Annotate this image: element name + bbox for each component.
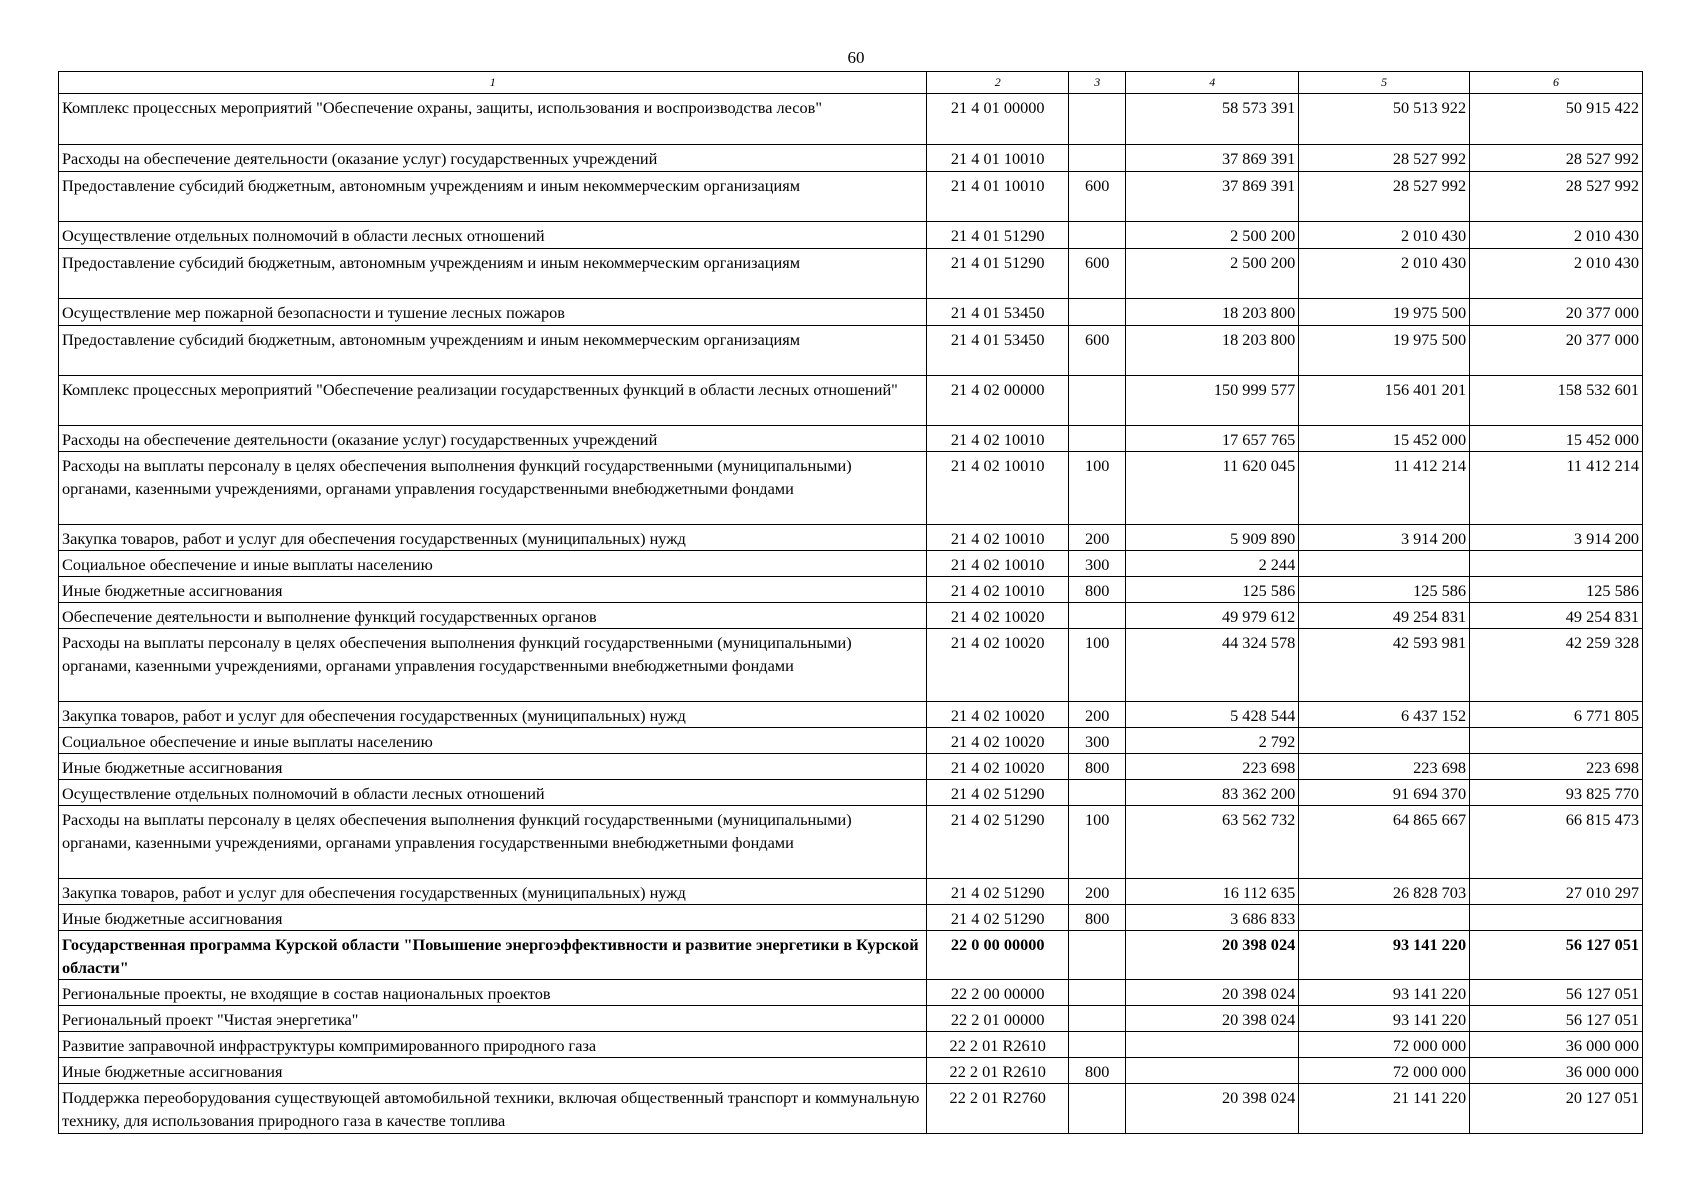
amount-col-4-cell: 37 869 391 — [1126, 172, 1299, 222]
table-row — [59, 525, 1643, 551]
amount-col-5-cell: 2 010 430 — [1299, 249, 1470, 299]
amount-col-4-cell: 5 428 544 — [1126, 702, 1299, 728]
target-code-cell: 21 4 02 10010 — [927, 426, 1069, 452]
amount-col-5-cell: 21 141 220 — [1299, 1084, 1470, 1134]
expense-name-cell: Закупка товаров, работ и услуг для обеспечения государственных (муниципальных) нужд — [59, 702, 927, 728]
amount-col-6-cell: 2 010 430 — [1470, 222, 1643, 249]
amount-col-5-cell — [1299, 551, 1470, 577]
target-code-cell: 21 4 01 00000 — [927, 94, 1069, 145]
table-row — [59, 980, 1643, 1006]
target-code-cell: 21 4 02 10020 — [927, 702, 1069, 728]
expense-name-cell: Предоставление субсидий бюджетным, автономным учреждениям и иным некоммерческим организациям — [59, 172, 927, 222]
header-col-4: 4 — [1126, 72, 1299, 94]
amount-col-4-cell: 18 203 800 — [1126, 299, 1299, 326]
page-number: 60 — [847, 48, 865, 67]
amount-col-5-cell: 64 865 667 — [1299, 806, 1470, 879]
amount-col-6-cell: 28 527 992 — [1470, 145, 1643, 172]
expense-name-cell: Расходы на обеспечение деятельности (оказание услуг) государственных учреждений — [59, 426, 927, 452]
amount-col-5-cell: 3 914 200 — [1299, 525, 1470, 551]
target-code-cell: 21 4 02 10020 — [927, 728, 1069, 754]
table-row — [59, 299, 1643, 326]
target-code-cell: 22 2 01 R2610 — [927, 1032, 1069, 1058]
amount-col-4-cell: 20 398 024 — [1126, 980, 1299, 1006]
amount-col-6-cell: 20 127 051 — [1470, 1084, 1643, 1134]
target-code-cell: 21 4 02 10020 — [927, 754, 1069, 780]
amount-col-6-cell: 11 412 214 — [1470, 452, 1643, 525]
amount-col-5-cell: 91 694 370 — [1299, 780, 1470, 806]
table-row — [59, 145, 1643, 172]
target-code-cell: 21 4 02 00000 — [927, 376, 1069, 426]
expense-type-cell — [1069, 376, 1126, 426]
target-code-cell: 21 4 02 10020 — [927, 603, 1069, 629]
amount-col-4-cell: 18 203 800 — [1126, 326, 1299, 376]
table-body — [59, 94, 1643, 1134]
expense-name-cell: Региональные проекты, не входящие в состав национальных проектов — [59, 980, 927, 1006]
amount-col-4-cell: 44 324 578 — [1126, 629, 1299, 702]
expense-type-cell — [1069, 931, 1126, 980]
amount-col-6-cell — [1470, 728, 1643, 754]
table-row — [59, 754, 1643, 780]
amount-col-5-cell: 19 975 500 — [1299, 299, 1470, 326]
table-row — [59, 249, 1643, 299]
expense-type-cell — [1069, 94, 1126, 145]
expense-name-cell: Иные бюджетные ассигнования — [59, 905, 927, 931]
table-row — [59, 1006, 1643, 1032]
amount-col-4-cell: 20 398 024 — [1126, 1084, 1299, 1134]
target-code-cell: 22 2 01 00000 — [927, 1006, 1069, 1032]
target-code-cell: 22 2 01 R2760 — [927, 1084, 1069, 1134]
expense-name-cell: Иные бюджетные ассигнования — [59, 754, 927, 780]
table-row — [59, 1032, 1643, 1058]
amount-col-4-cell: 3 686 833 — [1126, 905, 1299, 931]
target-code-cell: 21 4 02 51290 — [927, 905, 1069, 931]
amount-col-6-cell: 2 010 430 — [1470, 249, 1643, 299]
expense-name-cell: Предоставление субсидий бюджетным, автономным учреждениям и иным некоммерческим организациям — [59, 326, 927, 376]
amount-col-4-cell: 83 362 200 — [1126, 780, 1299, 806]
amount-col-4-cell: 16 112 635 — [1126, 879, 1299, 905]
target-code-cell: 21 4 01 53450 — [927, 299, 1069, 326]
expense-name-cell: Социальное обеспечение и иные выплаты населению — [59, 728, 927, 754]
amount-col-4-cell: 2 244 — [1126, 551, 1299, 577]
target-code-cell: 22 2 01 R2610 — [927, 1058, 1069, 1084]
expense-name-cell: Предоставление субсидий бюджетным, автономным учреждениям и иным некоммерческим организациям — [59, 249, 927, 299]
amount-col-6-cell — [1470, 551, 1643, 577]
expense-name-cell: Государственная программа Курской области "Повышение энергоэффективности и развитие энергетики в Курской области" — [59, 931, 927, 980]
expense-type-cell: 800 — [1069, 577, 1126, 603]
table-row — [59, 172, 1643, 222]
amount-col-5-cell: 11 412 214 — [1299, 452, 1470, 525]
target-code-cell: 21 4 01 51290 — [927, 222, 1069, 249]
expense-type-cell: 800 — [1069, 905, 1126, 931]
budget-table — [58, 71, 1643, 1134]
header-col-1: 1 — [59, 72, 927, 94]
amount-col-5-cell: 2 010 430 — [1299, 222, 1470, 249]
amount-col-6-cell: 56 127 051 — [1470, 980, 1643, 1006]
expense-name-cell: Осуществление отдельных полномочий в области лесных отношений — [59, 780, 927, 806]
amount-col-6-cell: 15 452 000 — [1470, 426, 1643, 452]
target-code-cell: 21 4 02 10010 — [927, 525, 1069, 551]
amount-col-6-cell: 3 914 200 — [1470, 525, 1643, 551]
target-code-cell: 21 4 01 10010 — [927, 172, 1069, 222]
table-row — [59, 326, 1643, 376]
expense-type-cell — [1069, 1006, 1126, 1032]
expense-type-cell — [1069, 426, 1126, 452]
expense-type-cell — [1069, 1032, 1126, 1058]
expense-type-cell — [1069, 299, 1126, 326]
amount-col-4-cell — [1126, 1058, 1299, 1084]
target-code-cell: 21 4 02 10020 — [927, 629, 1069, 702]
amount-col-5-cell — [1299, 905, 1470, 931]
expense-type-cell — [1069, 603, 1126, 629]
expense-name-cell: Социальное обеспечение и иные выплаты населению — [59, 551, 927, 577]
expense-name-cell: Поддержка переоборудования существующей автомобильной техники, включая общественный транспорт и коммунальную технику, для использования природного газа в качестве топлива — [59, 1084, 927, 1134]
table-row — [59, 780, 1643, 806]
amount-col-6-cell: 49 254 831 — [1470, 603, 1643, 629]
amount-col-5-cell: 125 586 — [1299, 577, 1470, 603]
table-row — [59, 905, 1643, 931]
table-row — [59, 806, 1643, 879]
amount-col-4-cell: 150 999 577 — [1126, 376, 1299, 426]
target-code-cell: 21 4 01 10010 — [927, 145, 1069, 172]
expense-type-cell: 100 — [1069, 629, 1126, 702]
expense-type-cell: 200 — [1069, 702, 1126, 728]
expense-name-cell: Осуществление мер пожарной безопасности и тушение лесных пожаров — [59, 299, 927, 326]
amount-col-6-cell: 28 527 992 — [1470, 172, 1643, 222]
expense-name-cell: Региональный проект "Чистая энергетика" — [59, 1006, 927, 1032]
amount-col-4-cell: 5 909 890 — [1126, 525, 1299, 551]
amount-col-6-cell: 50 915 422 — [1470, 94, 1643, 145]
amount-col-6-cell — [1470, 905, 1643, 931]
amount-col-4-cell: 17 657 765 — [1126, 426, 1299, 452]
amount-col-4-cell: 223 698 — [1126, 754, 1299, 780]
target-code-cell: 22 0 00 00000 — [927, 931, 1069, 980]
expense-name-cell: Развитие заправочной инфраструктуры компримированного природного газа — [59, 1032, 927, 1058]
target-code-cell: 21 4 01 53450 — [927, 326, 1069, 376]
amount-col-4-cell: 125 586 — [1126, 577, 1299, 603]
target-code-cell: 21 4 01 51290 — [927, 249, 1069, 299]
table-row — [59, 931, 1643, 980]
expense-type-cell: 300 — [1069, 728, 1126, 754]
header-col-5: 5 — [1299, 72, 1470, 94]
table-row — [59, 426, 1643, 452]
expense-type-cell — [1069, 980, 1126, 1006]
table-row — [59, 728, 1643, 754]
expense-name-cell: Закупка товаров, работ и услуг для обеспечения государственных (муниципальных) нужд — [59, 525, 927, 551]
target-code-cell: 21 4 02 10010 — [927, 577, 1069, 603]
expense-type-cell: 800 — [1069, 754, 1126, 780]
table-row — [59, 577, 1643, 603]
amount-col-5-cell: 93 141 220 — [1299, 1006, 1470, 1032]
table-row — [59, 603, 1643, 629]
amount-col-5-cell: 26 828 703 — [1299, 879, 1470, 905]
amount-col-6-cell: 20 377 000 — [1470, 299, 1643, 326]
amount-col-5-cell: 15 452 000 — [1299, 426, 1470, 452]
expense-type-cell: 100 — [1069, 806, 1126, 879]
amount-col-4-cell: 37 869 391 — [1126, 145, 1299, 172]
amount-col-5-cell: 93 141 220 — [1299, 980, 1470, 1006]
target-code-cell: 21 4 02 10010 — [927, 551, 1069, 577]
amount-col-4-cell: 2 792 — [1126, 728, 1299, 754]
amount-col-4-cell: 2 500 200 — [1126, 222, 1299, 249]
table-row — [59, 551, 1643, 577]
expense-type-cell: 200 — [1069, 879, 1126, 905]
amount-col-5-cell: 42 593 981 — [1299, 629, 1470, 702]
amount-col-6-cell: 6 771 805 — [1470, 702, 1643, 728]
expense-name-cell: Обеспечение деятельности и выполнение функций государственных органов — [59, 603, 927, 629]
header-row — [59, 72, 1643, 94]
amount-col-4-cell: 2 500 200 — [1126, 249, 1299, 299]
table-row — [59, 452, 1643, 525]
amount-col-6-cell: 125 586 — [1470, 577, 1643, 603]
amount-col-6-cell: 56 127 051 — [1470, 931, 1643, 980]
expense-type-cell: 200 — [1069, 525, 1126, 551]
expense-name-cell: Расходы на выплаты персоналу в целях обеспечения выполнения функций государственными (муниципальными) органами, казенными учреждениями, органами управления государственными внебюджетными фондами — [59, 806, 927, 879]
expense-type-cell: 100 — [1069, 452, 1126, 525]
amount-col-6-cell: 93 825 770 — [1470, 780, 1643, 806]
amount-col-5-cell: 223 698 — [1299, 754, 1470, 780]
amount-col-5-cell: 19 975 500 — [1299, 326, 1470, 376]
header-col-2: 2 — [927, 72, 1069, 94]
expense-name-cell: Иные бюджетные ассигнования — [59, 577, 927, 603]
target-code-cell: 21 4 02 51290 — [927, 879, 1069, 905]
amount-col-6-cell: 36 000 000 — [1470, 1032, 1643, 1058]
table-row — [59, 1084, 1643, 1134]
amount-col-6-cell: 42 259 328 — [1470, 629, 1643, 702]
expense-type-cell — [1069, 222, 1126, 249]
expense-name-cell: Иные бюджетные ассигнования — [59, 1058, 927, 1084]
table-row — [59, 94, 1643, 145]
amount-col-5-cell: 50 513 922 — [1299, 94, 1470, 145]
expense-name-cell: Расходы на выплаты персоналу в целях обеспечения выполнения функций государственными (муниципальными) органами, казенными учреждениями, органами управления государственными внебюджетными фондами — [59, 629, 927, 702]
expense-type-cell — [1069, 1084, 1126, 1134]
expense-type-cell — [1069, 780, 1126, 806]
amount-col-4-cell: 63 562 732 — [1126, 806, 1299, 879]
amount-col-5-cell: 72 000 000 — [1299, 1032, 1470, 1058]
table-row — [59, 629, 1643, 702]
amount-col-4-cell: 58 573 391 — [1126, 94, 1299, 145]
expense-name-cell: Осуществление отдельных полномочий в области лесных отношений — [59, 222, 927, 249]
amount-col-4-cell — [1126, 1032, 1299, 1058]
target-code-cell: 21 4 02 10010 — [927, 452, 1069, 525]
amount-col-6-cell: 20 377 000 — [1470, 326, 1643, 376]
table-row — [59, 702, 1643, 728]
expense-type-cell: 600 — [1069, 249, 1126, 299]
amount-col-4-cell: 20 398 024 — [1126, 931, 1299, 980]
amount-col-6-cell: 36 000 000 — [1470, 1058, 1643, 1084]
target-code-cell: 21 4 02 51290 — [927, 780, 1069, 806]
amount-col-5-cell: 49 254 831 — [1299, 603, 1470, 629]
table-row — [59, 879, 1643, 905]
header-col-3: 3 — [1069, 72, 1126, 94]
target-code-cell: 22 2 00 00000 — [927, 980, 1069, 1006]
amount-col-6-cell: 158 532 601 — [1470, 376, 1643, 426]
amount-col-4-cell: 20 398 024 — [1126, 1006, 1299, 1032]
amount-col-6-cell: 223 698 — [1470, 754, 1643, 780]
amount-col-5-cell: 93 141 220 — [1299, 931, 1470, 980]
expense-name-cell: Расходы на выплаты персоналу в целях обеспечения выполнения функций государственными (муниципальными) органами, казенными учреждениями, органами управления государственными внебюджетными фондами — [59, 452, 927, 525]
amount-col-6-cell: 66 815 473 — [1470, 806, 1643, 879]
expense-name-cell: Комплекс процессных мероприятий "Обеспечение реализации государственных функций в области лесных отношений" — [59, 376, 927, 426]
amount-col-5-cell: 156 401 201 — [1299, 376, 1470, 426]
expense-name-cell: Комплекс процессных мероприятий "Обеспечение охраны, защиты, использования и воспроизводства лесов" — [59, 94, 927, 145]
table-row — [59, 1058, 1643, 1084]
expense-name-cell: Расходы на обеспечение деятельности (оказание услуг) государственных учреждений — [59, 145, 927, 172]
amount-col-5-cell: 28 527 992 — [1299, 145, 1470, 172]
amount-col-5-cell: 28 527 992 — [1299, 172, 1470, 222]
expense-type-cell: 800 — [1069, 1058, 1126, 1084]
amount-col-6-cell: 27 010 297 — [1470, 879, 1643, 905]
expense-type-cell: 300 — [1069, 551, 1126, 577]
target-code-cell: 21 4 02 51290 — [927, 806, 1069, 879]
amount-col-5-cell — [1299, 728, 1470, 754]
table-row — [59, 376, 1643, 426]
expense-type-cell: 600 — [1069, 172, 1126, 222]
expense-name-cell: Закупка товаров, работ и услуг для обеспечения государственных (муниципальных) нужд — [59, 879, 927, 905]
expense-type-cell: 600 — [1069, 326, 1126, 376]
amount-col-5-cell: 72 000 000 — [1299, 1058, 1470, 1084]
amount-col-6-cell: 56 127 051 — [1470, 1006, 1643, 1032]
table-row — [59, 222, 1643, 249]
header-col-6: 6 — [1470, 72, 1643, 94]
amount-col-5-cell: 6 437 152 — [1299, 702, 1470, 728]
amount-col-4-cell: 49 979 612 — [1126, 603, 1299, 629]
expense-type-cell — [1069, 145, 1126, 172]
amount-col-4-cell: 11 620 045 — [1126, 452, 1299, 525]
